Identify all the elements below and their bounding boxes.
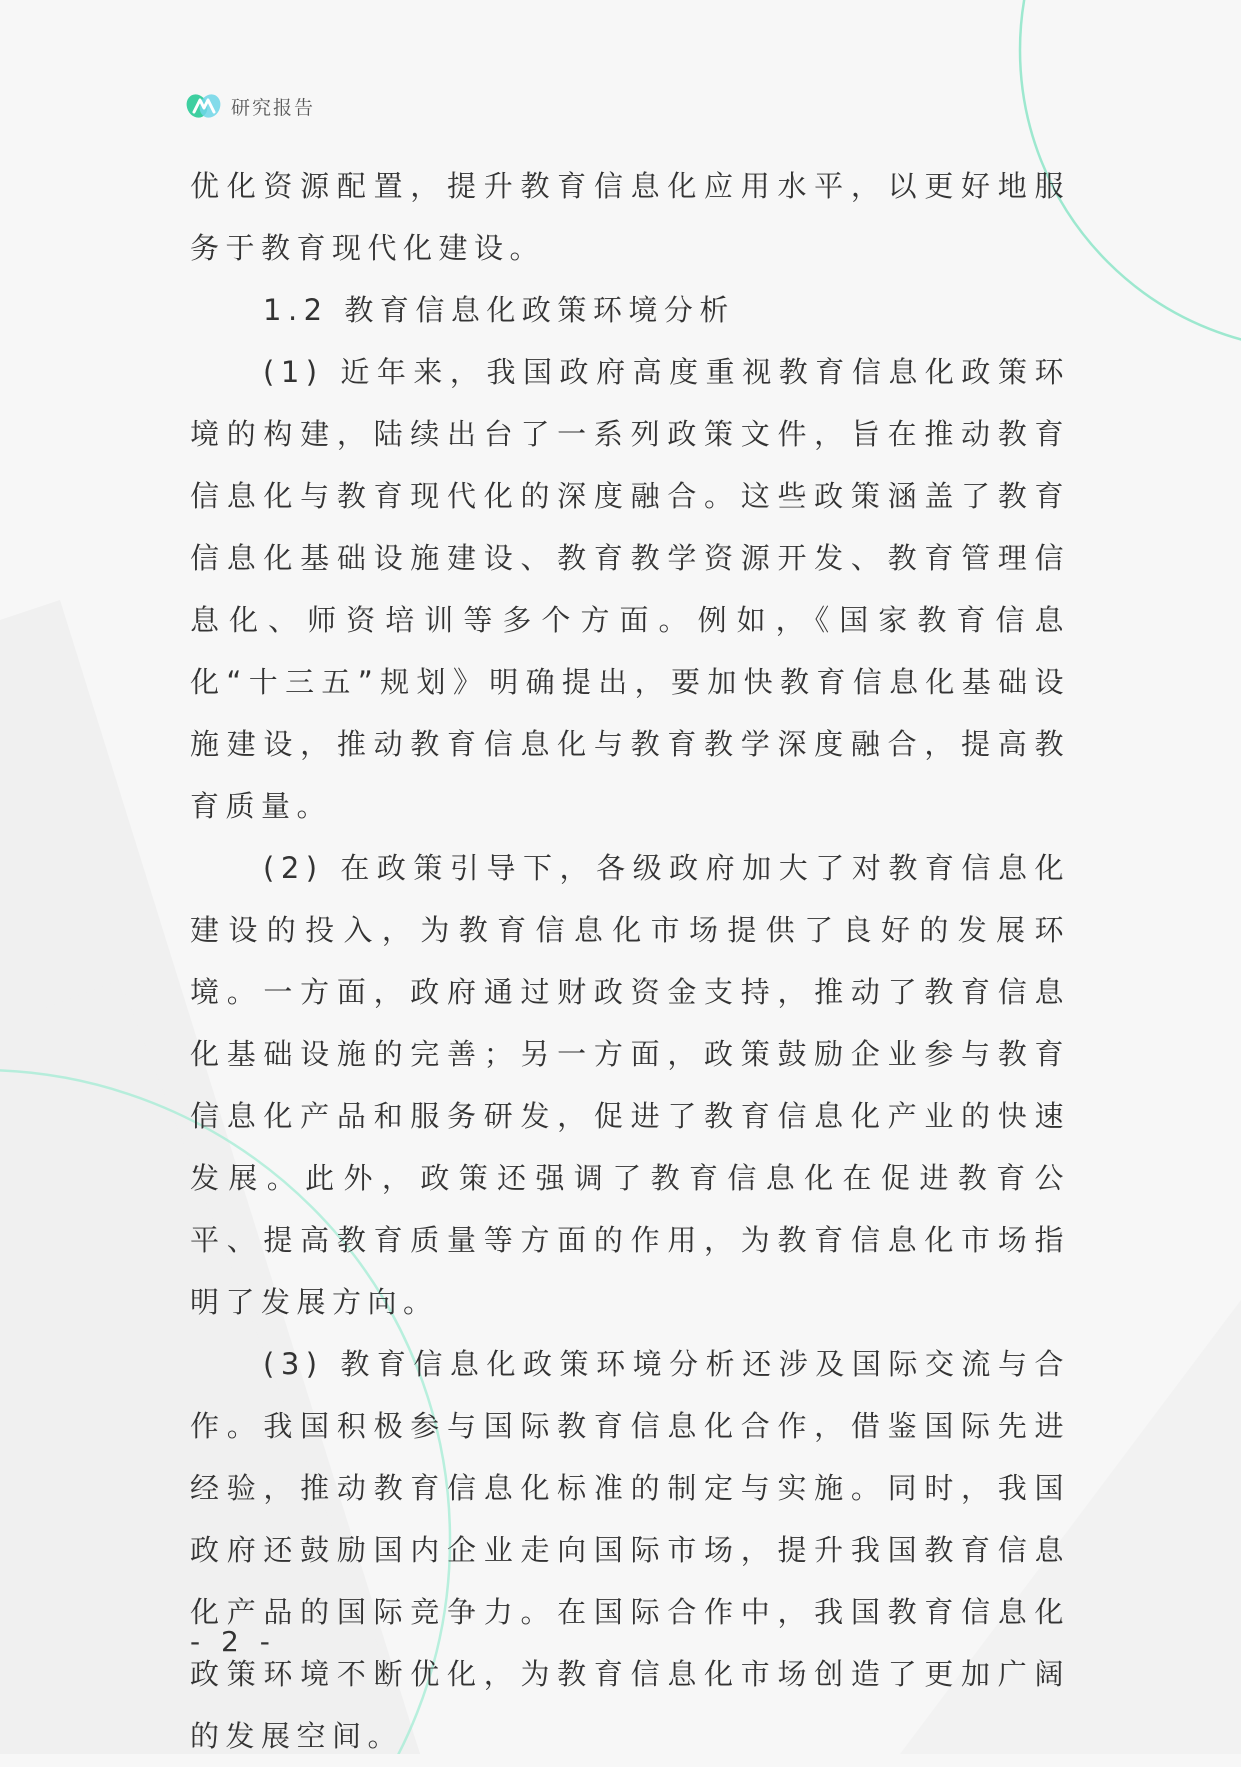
- paragraph: (1) 近年来，我国政府高度重视教育信息化政策环境的构建，陆续出台了一系列政策文件，旨在推动教育信息化与教育现代化的深度融合。这些政策涵盖了教育信息化基础设施建设、教育教学资源开发、教育管理信息化、师资培训等多个方面。例如，《国家教育信息化“十三五”规划》明确提出，要加快教育信息化基础设施建设，推动教育信息化与教育教学深度融合，提高教育质量。: [190, 355, 1070, 823]
- page-number: - 2 -: [190, 1625, 276, 1658]
- report-header: [185, 88, 315, 124]
- paragraph: 优化资源配置，提升教育信息化应用水平，以更好地服务于教育现代化建设。: [190, 169, 1070, 265]
- paragraph: (3) 教育信息化政策环境分析还涉及国际交流与合作。我国积极参与国际教育信息化合作，借鉴国际先进经验，推动教育信息化标准的制定与实施。同时，我国政府还鼓励国内企业走向国际市场，提升我国教育信息化产品的国际竞争力。在国际合作中，我国教育信息化政策环境不断优化，为教育信息化市场创造了更加广阔的发展空间。: [190, 1347, 1070, 1753]
- report-body: [190, 155, 1070, 1767]
- header-title: 研究报告: [231, 96, 316, 119]
- section-heading: 1.2 教育信息化政策环境分析: [263, 293, 735, 327]
- brand-logo-icon: [185, 90, 223, 122]
- paragraph: (2) 在政策引导下，各级政府加大了对教育信息化建设的投入，为教育信息化市场提供了良好的发展环境。一方面，政府通过财政资金支持，推动了教育信息化基础设施的完善；另一方面，政策鼓励企业参与教育信息化产品和服务研发，促进了教育信息化产业的快速发展。此外，政策还强调了教育信息化在促进教育公平、提高教育质量等方面的作用，为教育信息化市场指明了发展方向。: [190, 851, 1070, 1319]
